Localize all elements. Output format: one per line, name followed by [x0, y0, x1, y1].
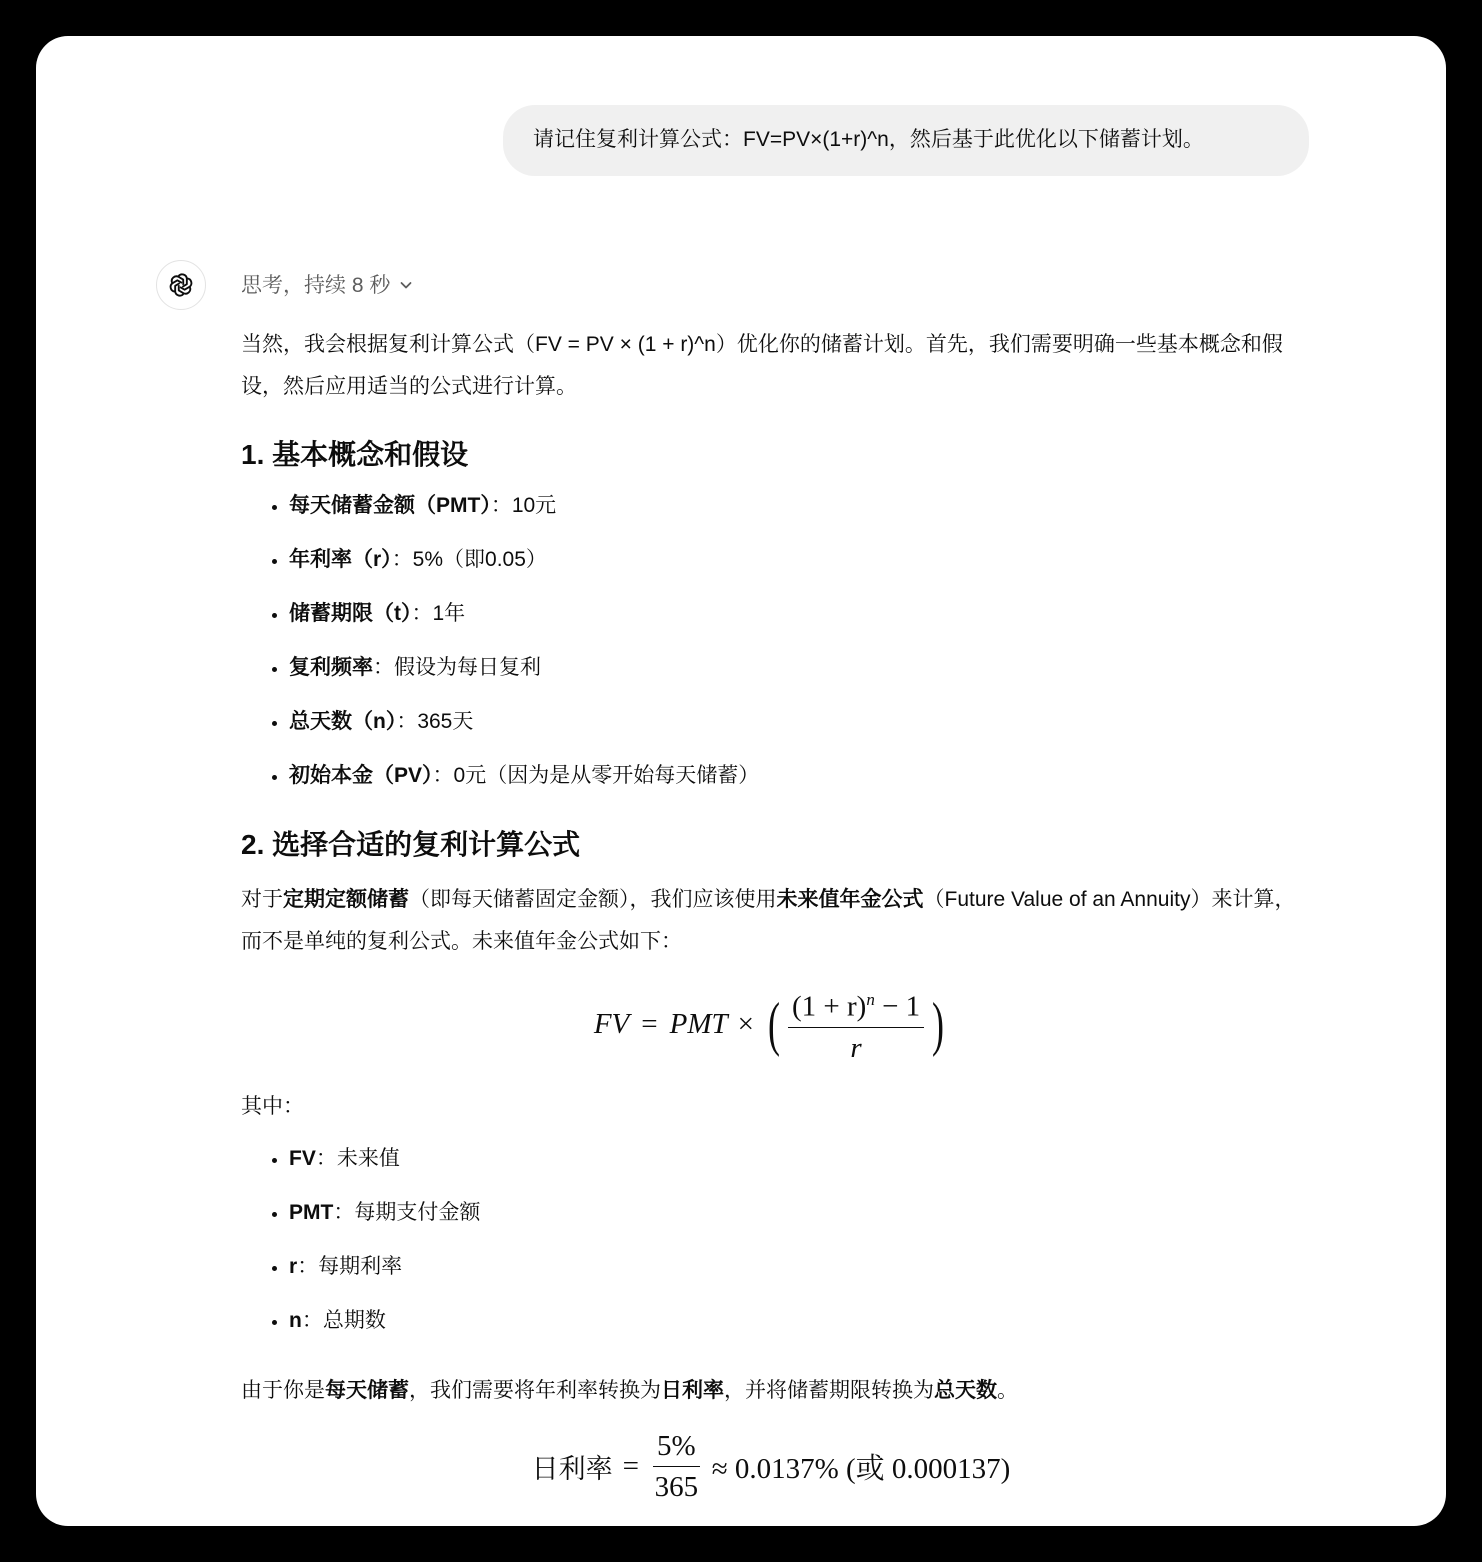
chevron-down-icon	[398, 277, 414, 293]
annuity-paragraph: 对于定期定额储蓄（即每天储蓄固定金额），我们应该使用未来值年金公式（Future Value of an Annuity）来计算，而不是单纯的复利公式。未来值年金公式如下：	[241, 888, 1296, 953]
chat-window	[36, 36, 1446, 1526]
right-paren: )	[932, 991, 945, 1057]
list-item: • PMT：每期支付金额	[289, 1186, 1301, 1240]
list-item: • FV：未来值	[289, 1132, 1301, 1186]
intro-paragraph: 当然，我会根据复利计算公式（FV = PV × (1 + r)^n）优化你的储蓄计划。首先，我们需要明确一些基本概念和假设，然后应用适当的公式进行计算。	[241, 333, 1283, 398]
list-item: • r：每期利率	[289, 1240, 1301, 1294]
conversion-paragraph: 由于你是每天储蓄，我们需要将年利率转换为日利率，并将储蓄期限转换为总天数。	[241, 1379, 1018, 1402]
section-1-heading: 1. 基本概念和假设	[241, 439, 469, 470]
daily-rate-formula: 日利率 = $\frac{5\%}{365}$ ≈ 0.0137% (或 0.000137)	[531, 1429, 1011, 1503]
annuity-formula: FV = PMT × ( $\frac{(1 + r)^n - 1}{r}$ )	[241, 983, 1301, 1065]
fraction: $\frac{(1 + r)^n - 1}{r}$	[788, 983, 924, 1065]
openai-logo-icon	[167, 271, 195, 299]
assumptions-list	[241, 479, 1301, 803]
list-item: • 复利频率：假设为每日复利	[289, 641, 1301, 695]
user-message-text: 请记住复利计算公式：FV=PV×(1+r)^n，然后基于此优化以下储蓄计划。	[533, 128, 1204, 151]
left-paren: (	[767, 991, 780, 1057]
fraction: $\frac{5\%}{365}$	[654, 1429, 699, 1503]
list-item: • 总天数（n）：365天	[289, 695, 1301, 749]
where-label: 其中：	[241, 1095, 304, 1118]
list-item: • 储蓄期限（t）：1年	[289, 587, 1301, 641]
thinking-label: 思考，持续 8 秒	[241, 274, 391, 297]
user-message-bubble	[503, 105, 1309, 176]
list-item: • 年利率（r）：5%（即0.05）	[289, 533, 1301, 587]
list-item: • 每天储蓄金额（PMT）：10元	[289, 479, 1301, 533]
assistant-message	[241, 322, 1301, 1506]
thinking-toggle[interactable]	[241, 269, 414, 299]
section-2-heading: 2. 选择合适的复利计算公式	[241, 829, 581, 860]
list-item: • 初始本金（PV）：0元（因为是从零开始每天储蓄）	[289, 749, 1301, 803]
list-item: • n：总期数	[289, 1294, 1301, 1348]
variables-list	[241, 1132, 1301, 1348]
assistant-avatar	[156, 260, 206, 310]
